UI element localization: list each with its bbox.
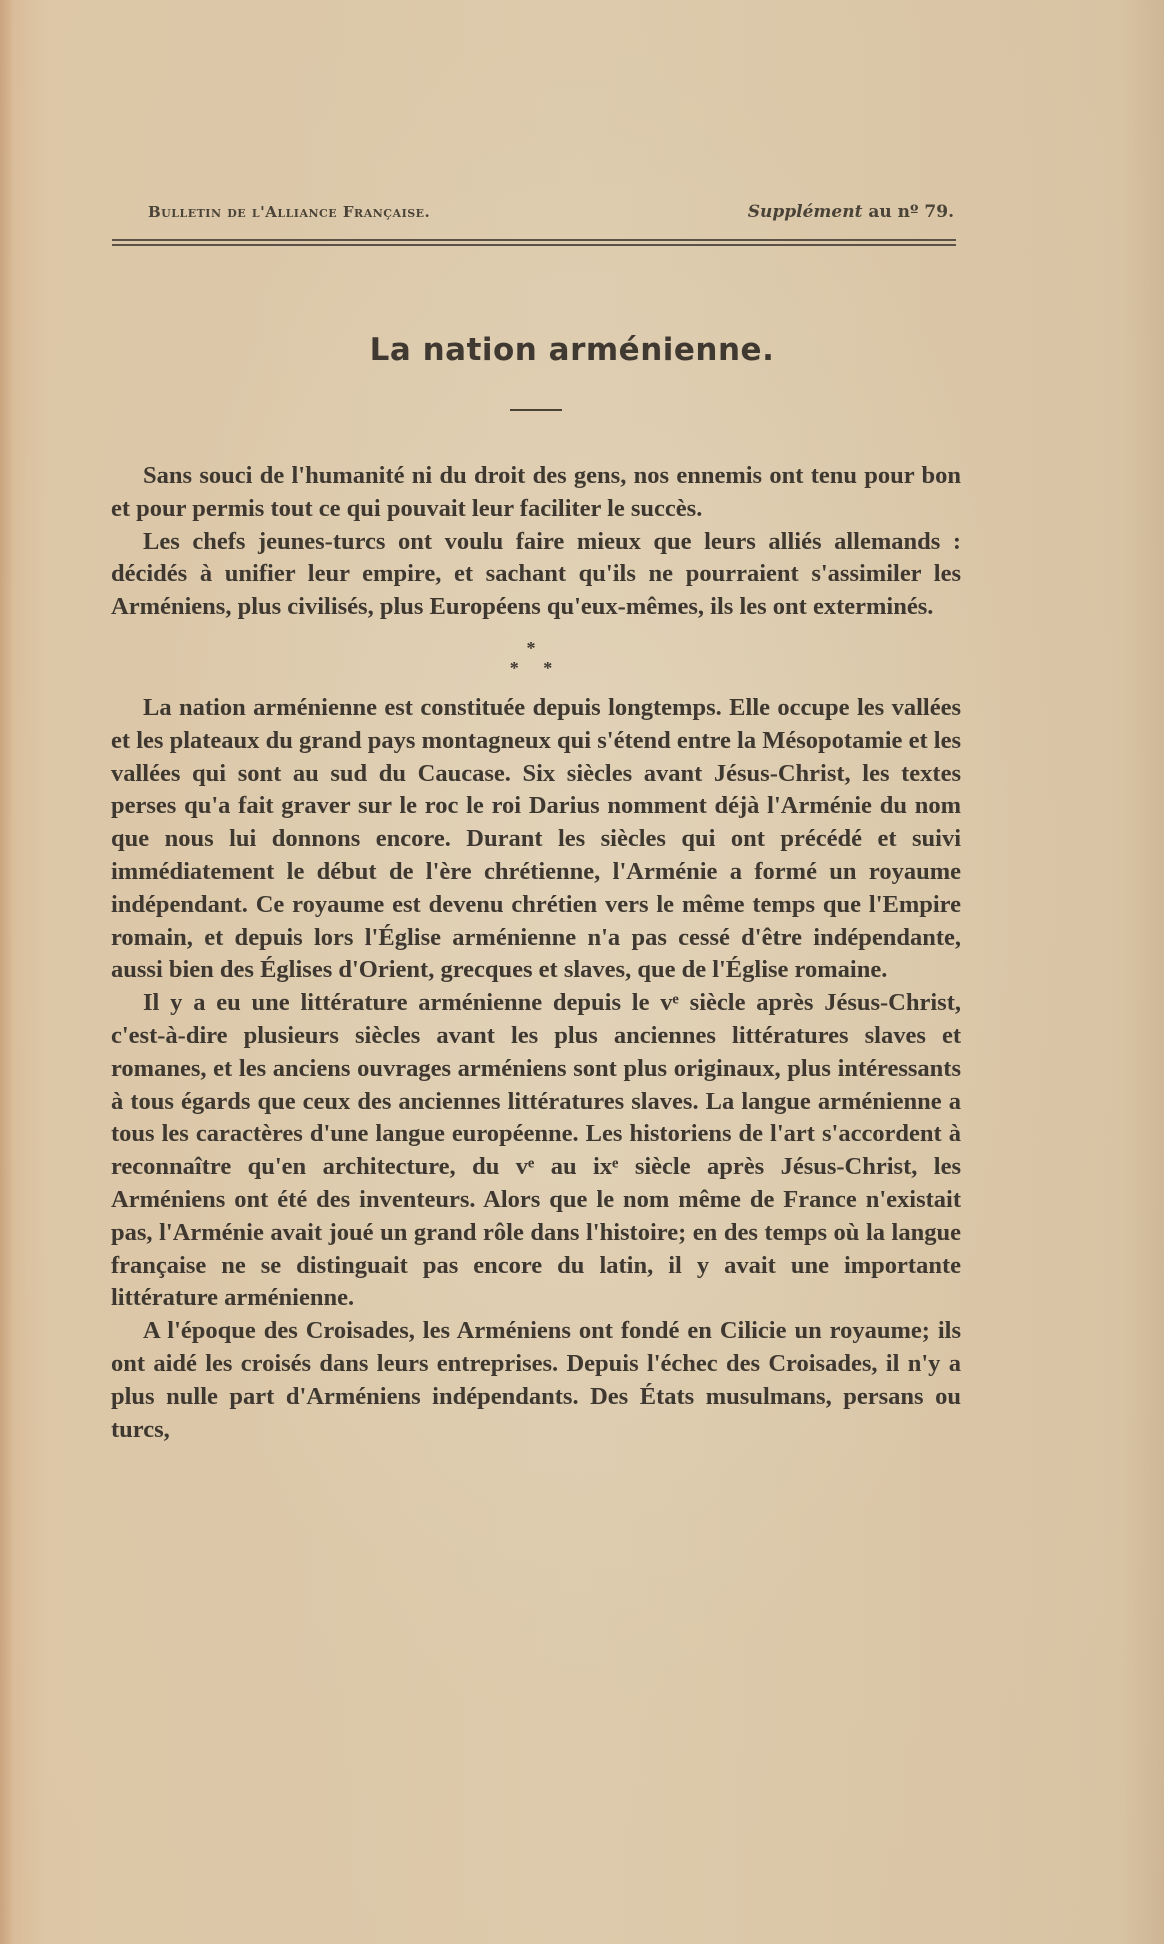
supplement-label: [748, 202, 954, 222]
paragraph: A l'époque des Croisades, les Arméniens ont fondé en Cilicie un royaume; ils ont aidé les croisés dans leurs entreprises. Depuis l'échec des Croisades, il n'y a plus nulle part d'Arméniens indépendants. Des États musulmans, persans ou turcs,: [111, 1317, 961, 1443]
paragraph: Les chefs jeunes-turcs ont voulu faire mieux que leurs alliés allemands : décidés à unifier leur empire, et sachant qu'ils ne pourraient s'assimiler les Arméniens, plus civilisés, plus Européens qu'eux-mêmes, ils les ont exterminés.: [111, 527, 961, 621]
section-separator-asterism: [111, 638, 961, 678]
paragraph: Sans souci de l'humanité ni du droit des gens, nos ennemis ont tenu pour bon et pour permis tout ce qui pouvait leur faciliter le succès.: [111, 462, 961, 522]
running-header: [148, 202, 956, 222]
publication-name: Bulletin de l'Alliance Française.: [148, 203, 431, 221]
asterism-top: *: [526, 637, 546, 658]
header-double-rule: [112, 239, 956, 246]
article-title: La nation arménienne.: [369, 332, 775, 368]
title-underline: [510, 409, 562, 411]
paragraph: Il y a eu une littérature arménienne depuis le vᵉ siècle après Jésus-Christ, c'est-à-dire plusieurs siècles avant les plus anciennes littératures slaves et romanes, et les anciens ouvrages arméniens sont plus originaux, plus intéressants à tous égards que ceux des anciennes littératures slaves. La langue arménienne a tous les caractères d'une langue européenne. Les historiens de l'art s'accordent à reconnaître qu'en architecture, du vᵉ au ixᵉ siècle après Jésus-Christ, les Arméniens ont été des inventeurs. Alors que le nom même de France n'existait pas, l'Arménie avait joué un grand rôle dans l'histoire; en des temps où la langue française ne se distinguait pas encore du latin, il y avait une importante littérature arménienne.: [111, 989, 961, 1312]
supplement-number: au nº 79.: [862, 202, 954, 222]
asterism-bottom: * *: [509, 657, 563, 678]
supplement-italic: Supplément: [747, 202, 863, 222]
article-body: [111, 460, 961, 1446]
paragraph: La nation arménienne est constituée depuis longtemps. Elle occupe les vallées et les plateaux du grand pays montagneux qui s'étend entre la Mésopotamie et les vallées qui sont au sud du Caucase. Six siècles avant Jésus-Christ, les textes perses qu'a fait graver sur le roc le roi Darius nomment déjà l'Arménie du nom que nous lui donnons encore. Durant les siècles qui ont précédé et suivi immédiatement le début de l'ère chrétienne, l'Arménie a formé un royaume indépendant. Ce royaume est devenu chrétien vers le même temps que l'Empire romain, et depuis lors l'Église arménienne n'a pas cessé d'être indépendante, aussi bien des Églises d'Orient, grecques et slaves, que de l'Église romaine.: [111, 693, 961, 984]
